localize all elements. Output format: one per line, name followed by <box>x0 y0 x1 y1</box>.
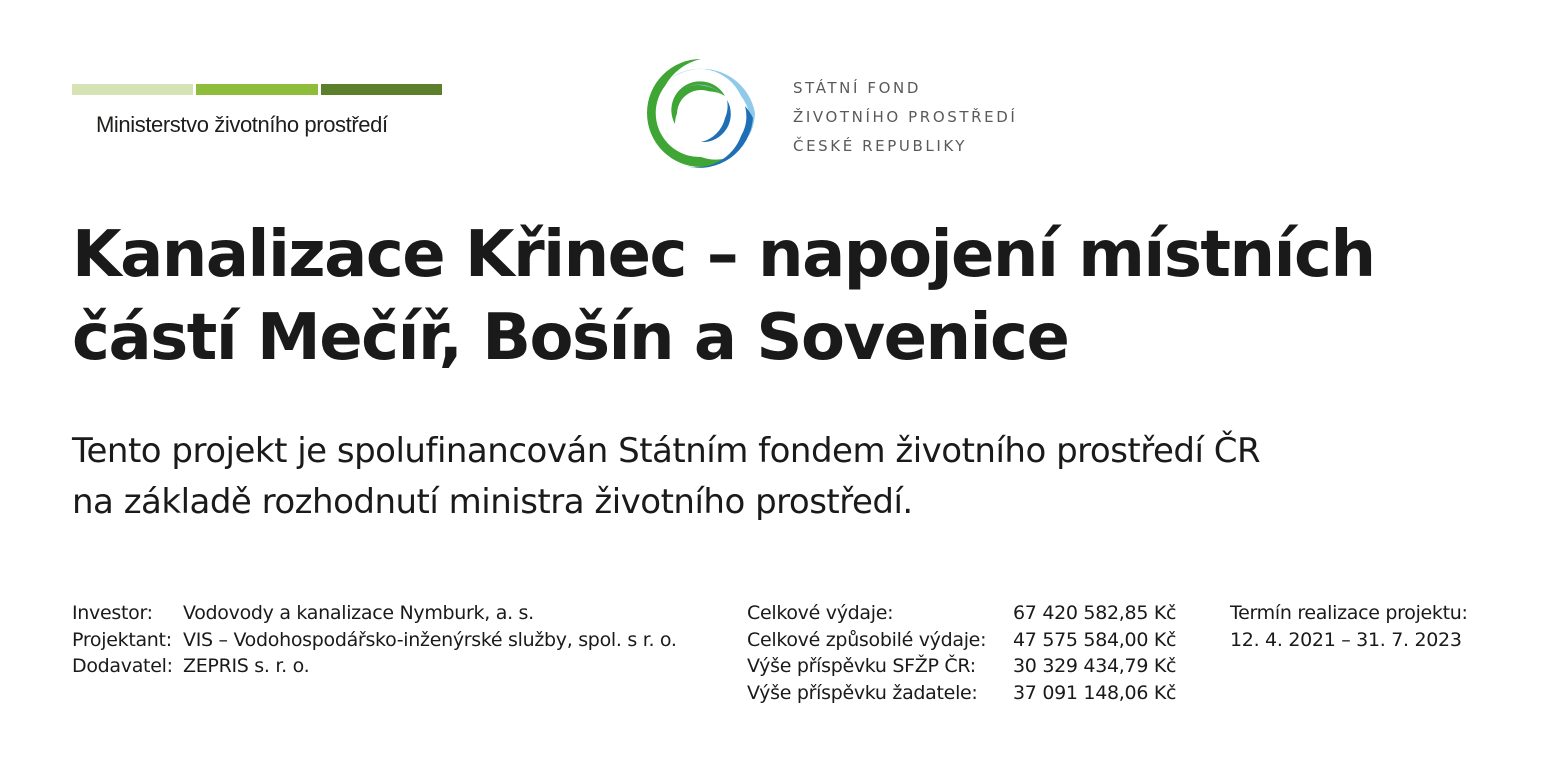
ministry-color-bars <box>72 84 442 95</box>
project-subtitle-line-2: na základě rozhodnutí ministra životního prostředí. <box>72 482 913 522</box>
project-costs <box>747 600 1203 706</box>
project-parties <box>72 600 677 680</box>
party-label: Projektant: <box>72 628 172 651</box>
ministry-name: Ministerstvo životního prostředí <box>96 112 388 137</box>
project-title <box>72 214 1512 380</box>
project-term <box>1230 600 1468 653</box>
fund-name <box>793 74 1093 161</box>
circular-swirl-logo-icon <box>645 56 757 170</box>
fund-name-line-1: STÁTNÍ FOND <box>793 79 921 97</box>
project-title-line-1: Kanalizace Křinec – napojení místních <box>72 218 1375 292</box>
party-label: Investor: <box>72 602 153 624</box>
ministry-logo <box>72 84 442 137</box>
party-value: Vodovody a kanalizace Nymburk, a. s. <box>183 602 534 624</box>
project-title-line-2: částí Mečíř, Bošín a Sovenice <box>72 301 1069 375</box>
project-subtitle-line-1: Tento projekt je spolufinancován Státním fondem životního prostředí ČR <box>72 431 1261 471</box>
ministry-bar-mid <box>196 84 317 95</box>
ministry-bar-dark <box>321 84 442 95</box>
party-value: VIS – Vodohospodářsko-inženýrské služby, spol. s r. o. <box>183 628 677 651</box>
fund-name-line-2: ŽIVOTNÍHO PROSTŘEDÍ <box>793 108 1018 126</box>
cost-label: Výše příspěvku žadatele: <box>747 681 978 704</box>
term-label: Termín realizace projektu: <box>1230 602 1468 624</box>
cost-value: 67 420 582,85 Kč <box>1013 602 1177 624</box>
cost-value: 30 329 434,79 Kč <box>1013 655 1177 677</box>
party-value: ZEPRIS s. r. o. <box>183 655 310 677</box>
cost-value: 47 575 584,00 Kč <box>1013 628 1177 651</box>
project-subtitle <box>72 426 1512 528</box>
term-value: 12. 4. 2021 – 31. 7. 2023 <box>1230 628 1462 651</box>
cost-label: Výše příspěvku SFŽP ČR: <box>747 655 976 677</box>
party-row-supplier <box>72 653 677 680</box>
cost-row-total <box>747 600 1203 627</box>
cost-value: 37 091 148,06 Kč <box>1013 681 1177 704</box>
party-label: Dodavatel: <box>72 655 173 677</box>
cost-label: Celkové výdaje: <box>747 602 894 624</box>
ministry-bar-light <box>72 84 193 95</box>
cost-label: Celkové způsobilé výdaje: <box>747 628 987 651</box>
cost-row-fund-contribution <box>747 653 1203 680</box>
party-row-designer <box>72 627 677 654</box>
cost-row-applicant-contribution <box>747 680 1203 707</box>
fund-name-line-3: ČESKÉ REPUBLIKY <box>793 137 968 155</box>
cost-row-eligible <box>747 627 1203 654</box>
party-row-investor <box>72 600 677 627</box>
